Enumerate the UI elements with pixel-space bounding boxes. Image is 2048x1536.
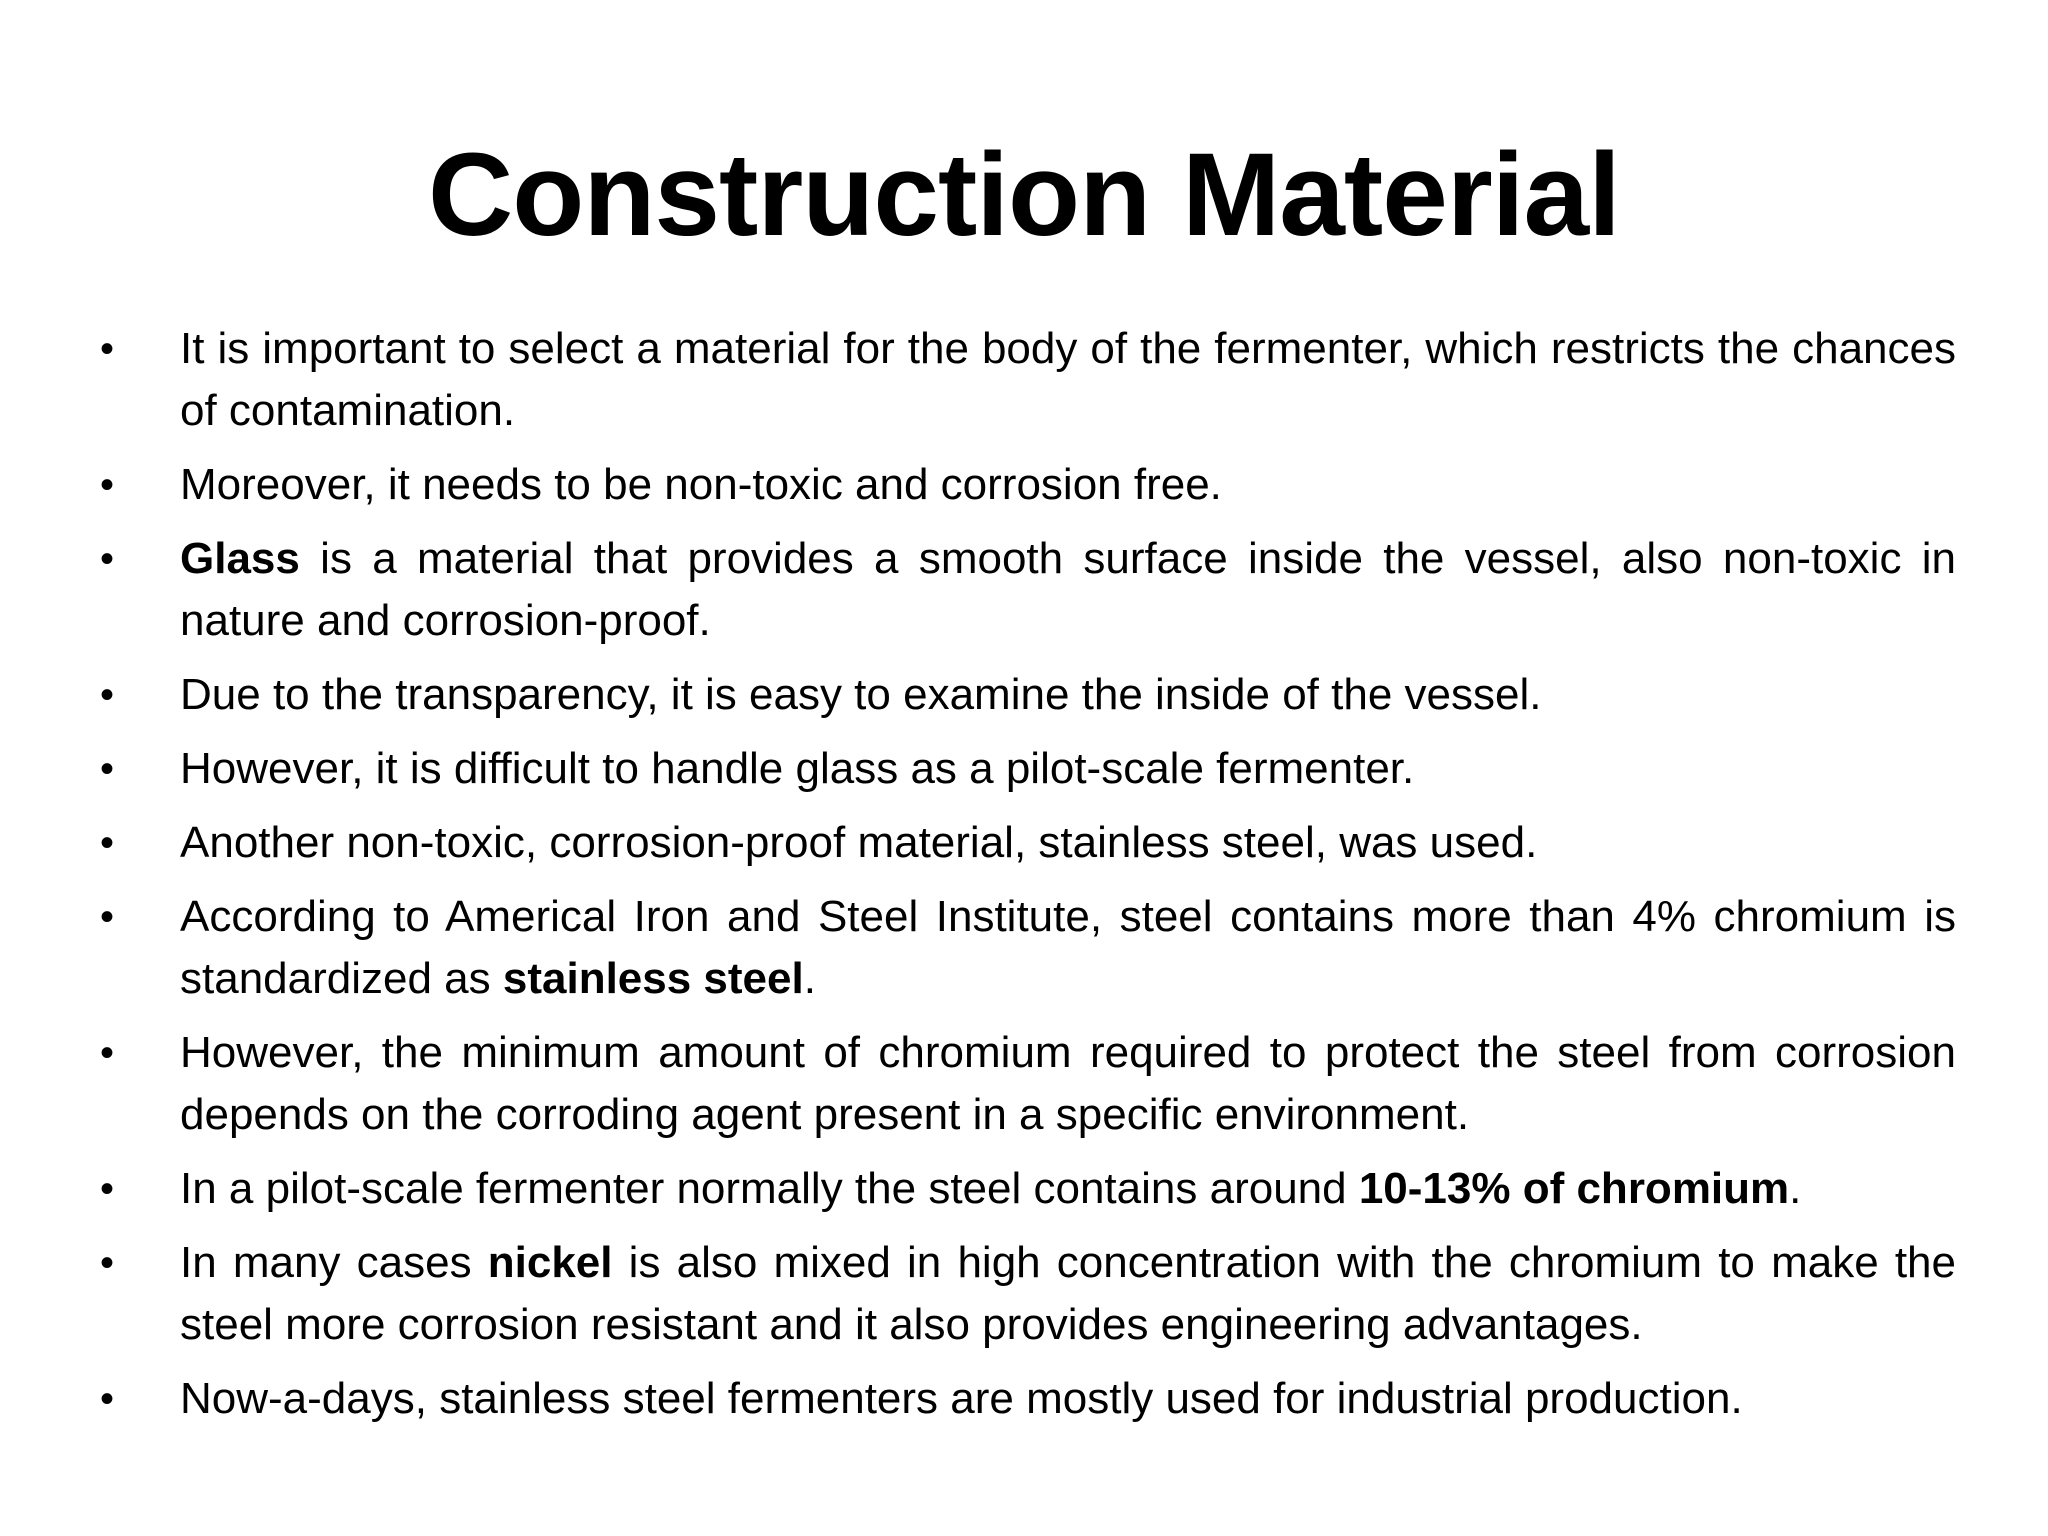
page-title: Construction Material [428,129,1620,261]
bullet-text: Now-a-days, stainless steel fermenters are mostly used for industrial production. [180,1374,1743,1423]
bullet-icon: • [100,821,115,865]
bullet-icon: • [100,1167,115,1211]
bullet-icon: • [100,1031,115,1075]
bullet-icon: • [100,537,115,581]
bullet-text: Due to the transparency, it is easy to examine the inside of the vessel. [180,670,1542,719]
list-item [100,812,1956,874]
bullet-icon: • [100,463,115,507]
bullet-icon: • [100,747,115,791]
bullet-text-start: In a pilot-scale fermenter normally the steel contains around [180,1164,1359,1213]
bullet-text [180,1238,1956,1349]
bullet-text: However, it is difficult to handle glass as a pilot-scale fermenter. [180,744,1415,793]
bullet-icon: • [100,673,115,717]
list-item [100,738,1956,800]
bullet-text-rest: is a material that provides a smooth surface inside the vessel, also non-toxic in nature and corrosion-proof. [180,534,1956,645]
list-item [100,1022,1956,1146]
bullet-text: Another non-toxic, corrosion-proof material, stainless steel, was used. [180,818,1538,867]
bullet-icon: • [100,895,115,939]
list-item [100,528,1956,652]
bullet-list [100,318,1956,1442]
list-item [100,1232,1956,1356]
bullet-text: Moreover, it needs to be non-toxic and corrosion free. [180,460,1222,509]
bullet-text-start: In many cases [180,1238,488,1287]
bullet-icon: • [100,327,115,371]
bullet-text: It is important to select a material for the body of the fermenter, which restricts the chances of contamination. [180,324,1956,435]
bullet-text-end: . [803,954,816,1003]
bullet-text-end: is also mixed in high concentration with the chromium to make the steel more corrosion resistant and it also provides engineering advantages. [180,1238,1956,1349]
bold-term: Glass [180,534,300,583]
bold-term: nickel [487,1238,613,1287]
list-item [100,454,1956,516]
bold-term: 10-13% of chromium [1358,1164,1790,1213]
bullet-text: However, the minimum amount of chromium required to protect the steel from corrosion depends on the corroding agent present in a specific environment. [180,1028,1956,1139]
list-item [100,318,1956,442]
bold-term: stainless steel [502,954,804,1003]
bullet-text [180,1164,1801,1213]
list-item [100,886,1956,1010]
list-item [100,1368,1956,1430]
bullet-text [180,892,1956,1003]
bullet-text [180,534,1956,645]
bullet-icon: • [100,1241,115,1285]
bullet-icon: • [100,1377,115,1421]
list-item [100,664,1956,726]
list-item [100,1158,1956,1220]
bullet-text-start: According to Americal Iron and Steel Institute, steel contains more than 4% chromium is standardized as [180,892,1956,1003]
bullet-text-end: . [1789,1164,1802,1213]
